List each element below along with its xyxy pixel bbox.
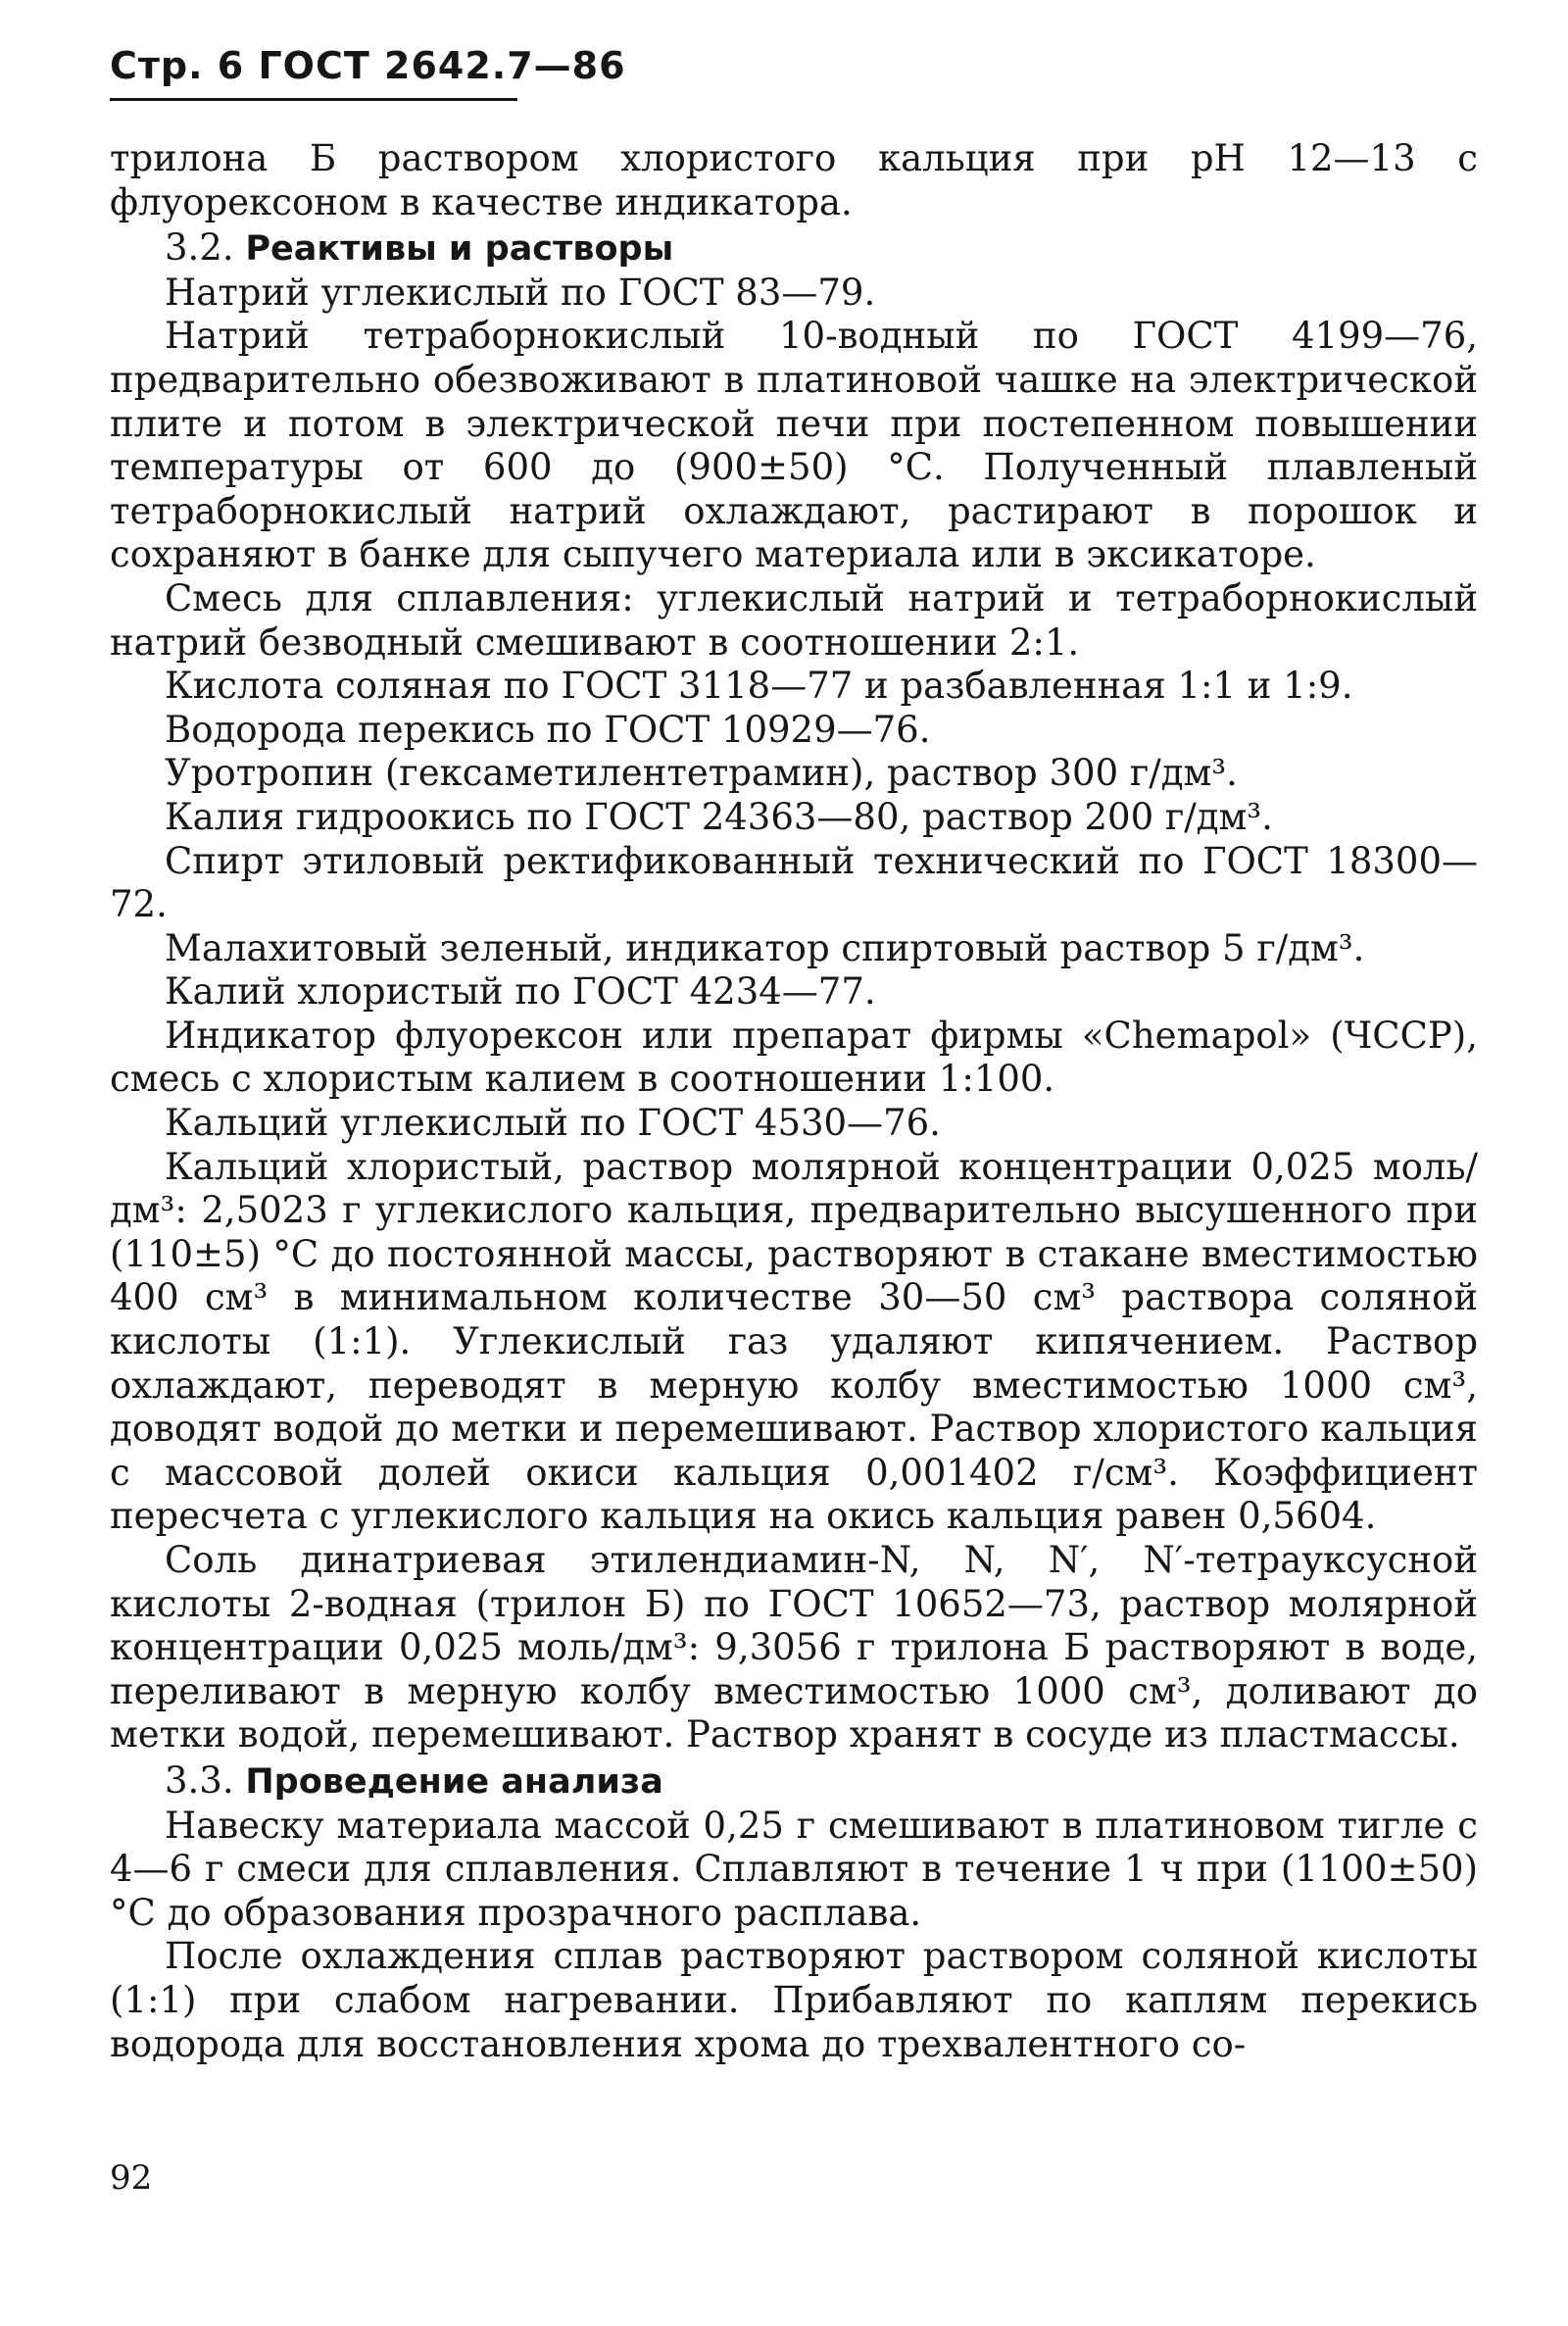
- paragraph-calcium-carbonate: Кальций углекислый по ГОСТ 4530—76.: [165, 1102, 941, 1145]
- section-heading-3-3: [110, 1759, 1478, 1805]
- section-title: Проведение анализа: [245, 1761, 663, 1802]
- section-number: 3.2.: [165, 226, 234, 270]
- paragraph-ethyl-alcohol: Спирт этиловый ректификованный технический по ГОСТ 18300—72.: [110, 839, 1478, 926]
- paragraph-urotropin: Уротропин (гексаметилентетрамин), раствор 300 г/дм³.: [165, 752, 1238, 795]
- paragraph-sodium-carbonate: Натрий углекислый по ГОСТ 83—79.: [165, 271, 876, 314]
- paragraph-hydrogen-peroxide: Водорода перекись по ГОСТ 10929—76.: [165, 708, 931, 751]
- paragraph-dissolution: После охлаждения сплав растворяют раствором соляной кислоты (1:1) при слабом нагревании. Прибавляют по каплям перекись водорода для восстановления хрома до трехвалентного со-: [110, 1935, 1478, 2065]
- section-number: 3.3.: [165, 1758, 234, 1802]
- paragraph-potassium-hydroxide: Калия гидроокись по ГОСТ 24363—80, раствор 200 г/дм³.: [165, 795, 1273, 838]
- document-body: [110, 137, 1478, 2066]
- header-rule: [110, 98, 517, 101]
- paragraph-calcium-chloride: Кальций хлористый, раствор молярной концентрации 0,025 моль/дм³: 2,5023 г углекислого кальция, предварительно высушенного при (110±5) °С до постоянной массы, растворяют в стакане вместимостью 400 см³ в минимальном количестве 30—50 см³ раствора соляной кислоты (1:1). Углекислый газ удаляют кипячением. Раствор охлаждают, переводят в мерную колбу вместимостью 1000 см³, доводят водой до метки и перемешивают. Раствор хлористого кальция с массовой долей окиси кальция 0,001402 г/см³. Коэффициент пересчета с углекислого кальция на окись кальция равен 0,5604.: [110, 1145, 1478, 1538]
- page-header: Стр. 6 ГОСТ 2642.7—86: [110, 44, 626, 87]
- paragraph-fusion-mixture: Смесь для сплавления: углекислый натрий и тетраборнокислый натрий безводный смешивают в соотношении 2:1.: [110, 576, 1478, 664]
- paragraph-sodium-tetraborate: Натрий тетраборнокислый 10-водный по ГОСТ 4199—76, предварительно обезвоживают в платиновой чашке на электрической плите и потом в электрической печи при постепенном повышении температуры от 600 до (900±50) °С. Полученный плавленый тетраборнокислый натрий охлаждают, растирают в порошок и сохраняют в банке для сыпучего материала или в эксикаторе.: [110, 315, 1478, 576]
- page-number: 92: [110, 2158, 153, 2198]
- paragraph-malachite-green: Малахитовый зеленый, индикатор спиртовый раствор 5 г/дм³.: [165, 926, 1365, 969]
- paragraph-sample-fusion: Навеску материала массой 0,25 г смешивают в платиновом тигле с 4—6 г смеси для сплавления. Сплавляют в течение 1 ч при (1100±50) °С до образования прозрачного расплава.: [110, 1804, 1478, 1934]
- section-title: Реактивы и растворы: [245, 229, 674, 270]
- paragraph-fluorexon-indicator: Индикатор флуорексон или препарат фирмы «Chemapol» (ЧССР), смесь с хлористым калием в соотношении 1:100.: [110, 1014, 1478, 1101]
- paragraph-trilon-b: Соль динатриевая этилендиамин-N, N, N′, N′-тетрауксусной кислоты 2-водная (трилон Б) по ГОСТ 10652—73, раствор молярной концентрации 0,025 моль/дм³: 9,3056 г трилона Б растворяют в воде, переливают в мерную колбу вместимостью 1000 см³, доливают до метки водой, перемешивают. Раствор хранят в сосуде из пластмассы.: [110, 1539, 1478, 1757]
- paragraph-potassium-chloride: Калий хлористый по ГОСТ 4234—77.: [165, 970, 876, 1014]
- section-heading-3-2: [110, 226, 1478, 272]
- paragraph-continuation: трилона Б раствором хлористого кальция при рН 12—13 с флуорексоном в качестве индикатора.: [110, 137, 1478, 223]
- paragraph-hydrochloric-acid: Кислота соляная по ГОСТ 3118—77 и разбавленная 1:1 и 1:9.: [165, 665, 1353, 708]
